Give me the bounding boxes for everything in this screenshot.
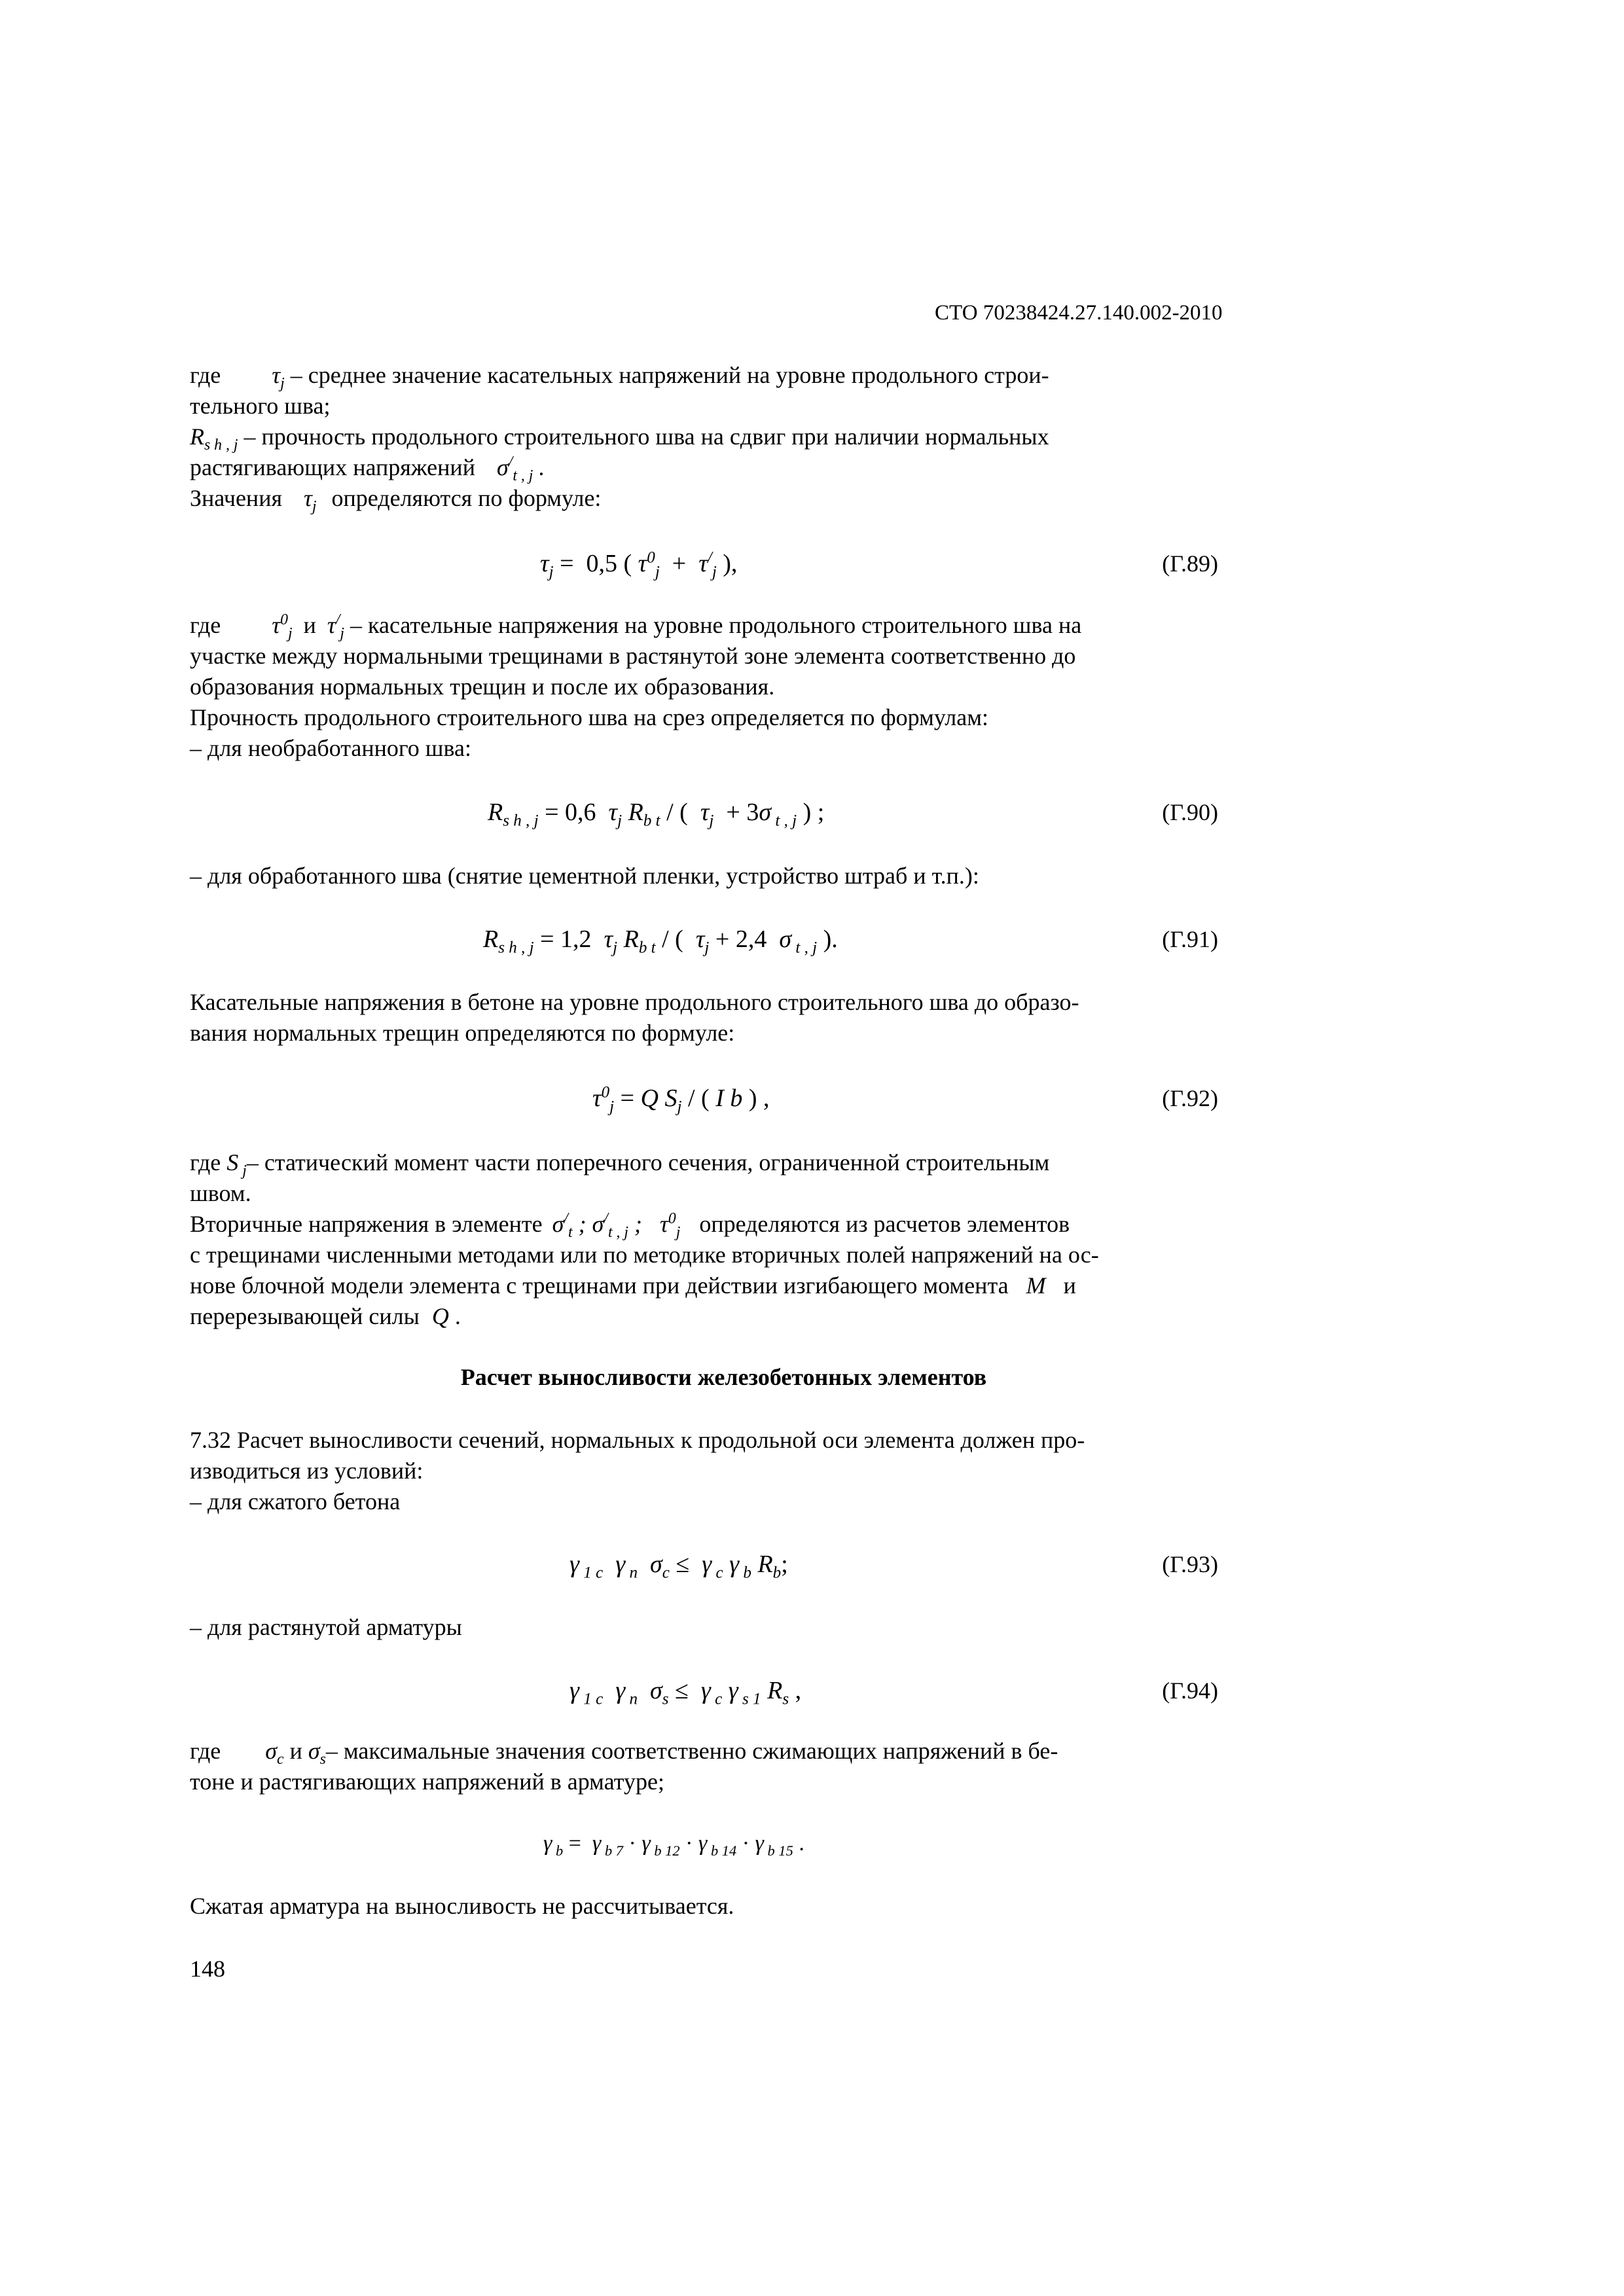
formula-g89: $\tau_j = 0,5$ ( $\tau^0_j + \tau^/_j$ ), [540,548,738,581]
text-fragment: – максимальные значения соответственно сжимающих напряжений в бе- [325,1738,1058,1764]
document-code: СТО 70238424.27.140.002-2010 [935,301,1223,325]
paragraph-line: швом. [190,1180,251,1206]
formula-symbol: $\sigma^/_{t , j}$ . [496,454,545,485]
paragraph-line: тоне и растягивающих напряжений в арматуре; [190,1768,664,1795]
equation-number: (Г.89) [1162,550,1218,577]
paragraph-line [190,360,1049,391]
text-fragment: и [289,1738,302,1764]
formula-g91: $R_{s h , j} = 1,2$ $\tau_j$ $R_{b t}$ / ( $\tau_j + 2,4$ σ $_{t , j}$ ). [483,925,838,957]
formula-symbol: $\tau_j$ [304,485,317,516]
paragraph-line [190,1736,1058,1767]
text-where: где [190,612,221,638]
paragraph-line: Сжатая арматура на выносливость не рассчитывается. [190,1893,734,1919]
paragraph-line: изводиться из условий: [190,1458,424,1484]
formula-symbol: $\tau^/_j$ [327,611,345,643]
paragraph-line [190,452,545,483]
paragraph-line: участке между нормальными трещинами в растянутой зоне элемента соответственно до [190,643,1076,669]
text-fragment: определяются из расчетов элементов [699,1211,1070,1237]
text-fragment: – среднее значение касательных напряжений на уровне продольного строи- [290,362,1049,388]
formula-symbol: $\sigma^/_t$ ; $\sigma^/_{t , j}$ ; $\tau^0_j$ [552,1210,681,1242]
text-fragment: и [303,612,316,638]
text-fragment: – прочность продольного строительного шва на сдвиг при наличии нормальных [238,423,1049,450]
formula-g94: γ $_{1 c}$ γ $_n$ $\sigma_s \le \gamma$ $_c$ γ $_{s 1}$ $R_s$ , [569,1677,802,1708]
text-fragment: – касательные напряжения на уровне продольного строительного шва на [350,612,1082,638]
text-fragment: Вторичные напряжения в элементе [190,1211,543,1237]
paragraph-line [190,1147,1049,1178]
formula-symbol: $\tau_j$ [272,362,285,393]
paragraph-line: образования нормальных трещин и после их образования. [190,673,775,700]
formula-gamma-b: γ $_b$ = γ $_{b 7}$ · γ $_{b 12}$ · γ $_{b 14}$ · γ $_{b 15}$ . [543,1831,804,1859]
text-fragment: растягивающих напряжений [190,454,475,480]
formula-symbol: S $_j$ [226,1149,247,1180]
formula-g93: γ $_{1 c}$ γ $_n$ $\sigma_c \le \gamma$ $_c$ γ $_b$ $R_b$; [569,1551,788,1582]
formula-g92: $\tau^0_j = Q$ $S_j$ / ( I b ) , [592,1083,770,1116]
text-where: где [190,362,221,388]
equation-number: (Г.92) [1162,1085,1218,1111]
paragraph-line: перерезывающей силы Q . [190,1303,461,1329]
text-where: где [190,1738,221,1764]
paragraph-line: Касательные напряжения в бетоне на уровне продольного строительного шва до образо- [190,989,1079,1015]
formula-g90: $R_{s h , j} = 0,6$ $\tau_j$ $R_{b t}$ / ( $\tau_j + 3\sigma$ $_{t , j}$ ) ; [488,798,825,830]
text-fragment: нове блочной модели элемента с трещинами при действии изгибающего момента [190,1272,1009,1299]
text-fragment: Значения [190,485,283,511]
formula-symbol: M [1026,1272,1046,1299]
paragraph-line [190,483,601,514]
paragraph-line [190,422,1049,452]
section-heading: Расчет выносливости железобетонных элементов [460,1364,987,1390]
paragraph-line: – для необработанного шва: [190,735,471,761]
text-fragment: определяются по формуле: [331,485,602,511]
paragraph-line: вания нормальных трещин определяются по формуле: [190,1020,735,1046]
formula-symbol: Q [431,1303,449,1329]
text-fragment: – статический момент части поперечного сечения, ограниченной строительным [246,1149,1050,1175]
equation-number: (Г.90) [1162,799,1218,825]
formula-symbol: $\sigma_c$ [265,1738,284,1768]
formula-symbol: $R_{s h , j}$ [190,423,238,454]
paragraph-line: тельного шва; [190,393,331,419]
equation-number: (Г.93) [1162,1551,1218,1577]
paragraph-line: Прочность продольного строительного шва на срез определяется по формулам: [190,704,989,730]
formula-symbol: $\sigma_s$ [308,1738,326,1768]
paragraph-line [190,1270,1076,1301]
equation-number: (Г.94) [1162,1677,1218,1704]
text-fragment: перерезывающей силы [190,1303,420,1329]
paragraph-line: – для обработанного шва (снятие цементной пленки, устройство штраб и т.п.): [190,863,979,889]
paragraph-line: 7.32 Расчет выносливости сечений, нормальных к продольной оси элемента должен про- [190,1427,1085,1453]
equation-number: (Г.91) [1162,926,1218,952]
text-fragment: где [190,1149,221,1175]
paragraph-line: – для растянутой арматуры [190,1614,462,1640]
formula-symbol: $\tau^0_j$ [272,611,293,643]
paragraph-line [190,610,1081,641]
page-number: 148 [190,1956,225,1982]
text-fragment: и [1063,1272,1076,1299]
paragraph-line: – для сжатого бетона [190,1488,401,1515]
paragraph-line: с трещинами численными методами или по методике вторичных полей напряжений на ос- [190,1242,1099,1268]
paragraph-line [190,1209,1070,1240]
